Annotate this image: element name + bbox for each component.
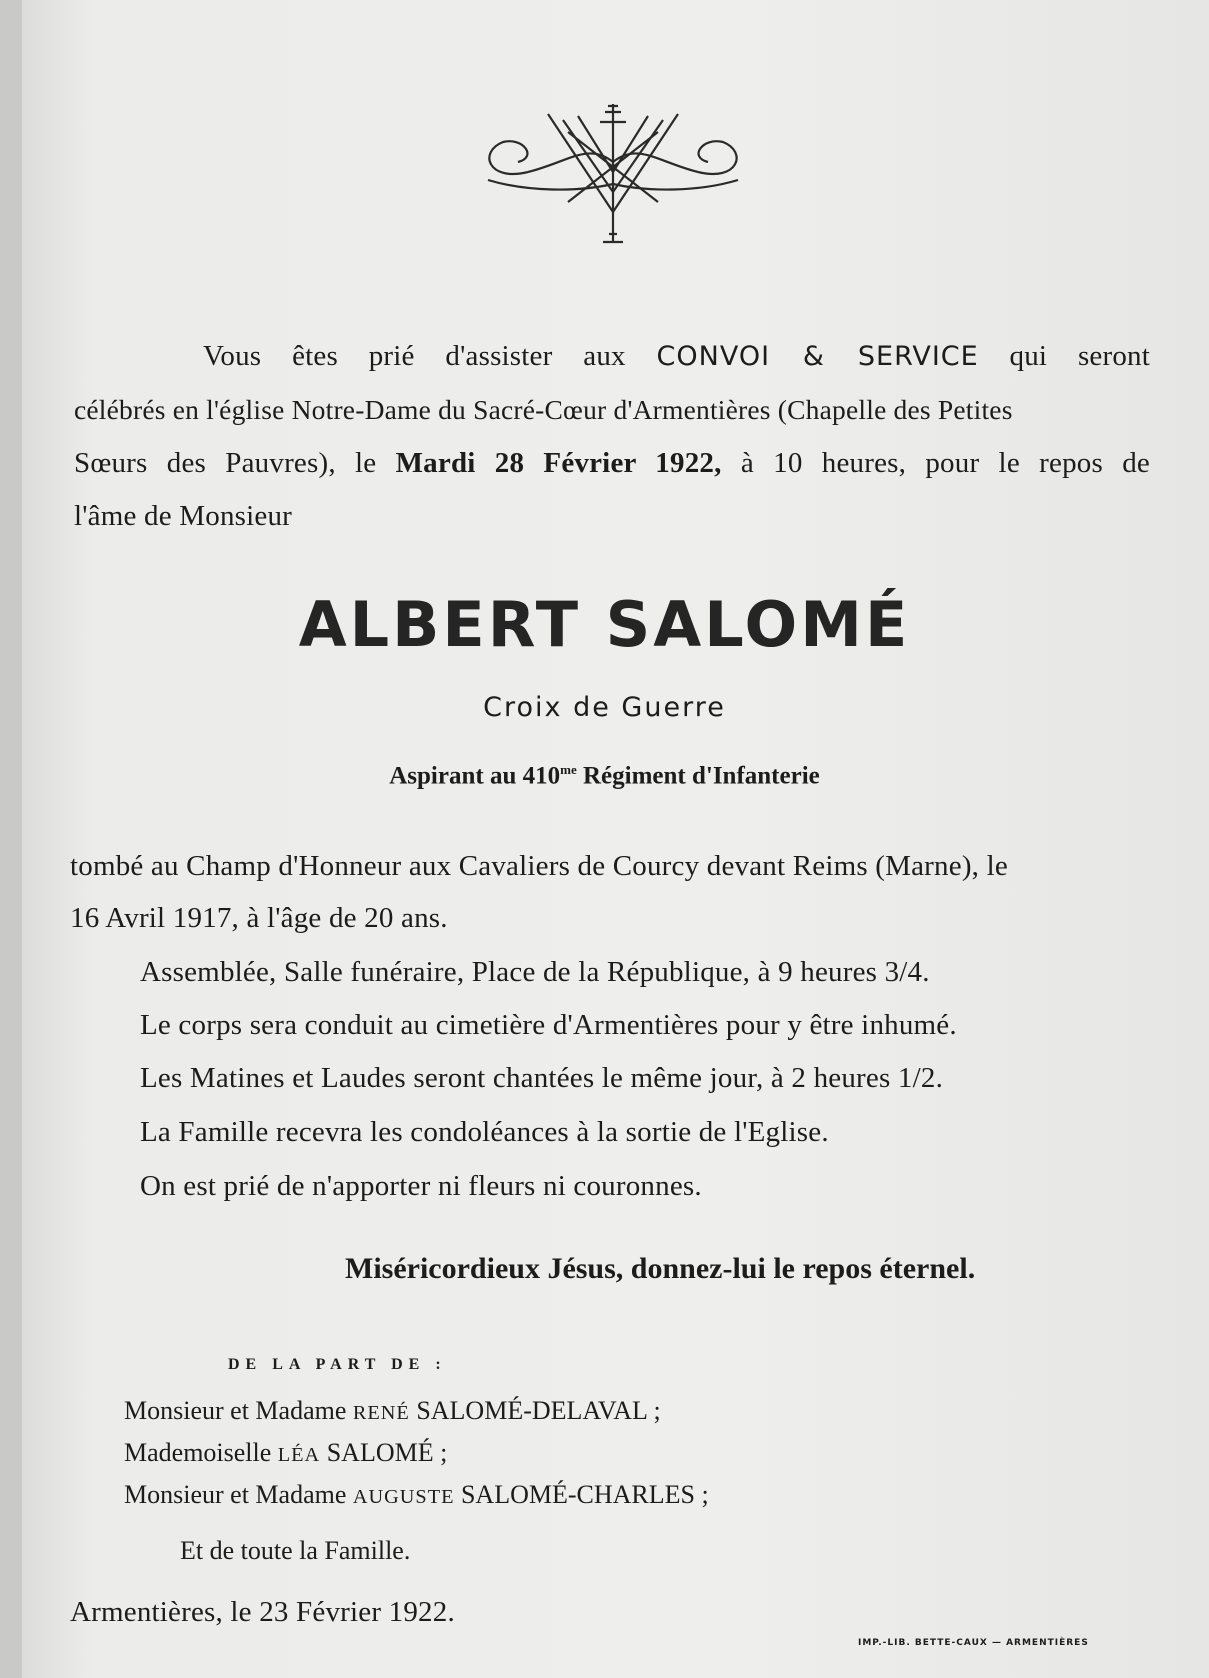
- intro-line-1: Vous êtes prié d'assister aux CONVOI & SERVICE qui seront: [203, 340, 1151, 372]
- notice-no-flowers: On est prié de n'apporter ni fleurs ni couronnes.: [140, 1170, 702, 1202]
- intro-line-2: célébrés en l'église Notre-Dame du Sacré-Cœur d'Armentières (Chapelle des Petites: [74, 394, 1013, 425]
- intro-line-3: Sœurs des Pauvres), le Mardi 28 Février 1922, à 10 heures, pour le repos de: [74, 447, 1150, 479]
- family-line-3: Monsieur et Madame AUGUSTE SALOMÉ-CHARLES ;: [124, 1480, 709, 1509]
- rank-line: Aspirant au $410^{me}$ Régiment d'Infanterie: [389, 762, 820, 790]
- place-date: Armentières, le 23 Février 1922.: [70, 1596, 455, 1628]
- printer-credit: IMP.-LIB. BETTE-CAUX — ARMENTIÈRES: [858, 1638, 1089, 1648]
- intro-line-4: l'âme de Monsieur: [74, 500, 293, 532]
- deceased-name: ALBERT SALOMÉ: [298, 588, 911, 661]
- death-line-2: 16 Avril 1917, à l'âge de 20 ans.: [70, 902, 448, 934]
- prayer-line: Miséricordieux Jésus, donnez-lui le repos éternel.: [345, 1252, 976, 1285]
- religious-monogram-emblem: [468, 92, 758, 252]
- family-line-2: Mademoiselle LÉA SALOMÉ ;: [124, 1438, 448, 1467]
- notice-matins: Les Matines et Laudes seront chantées le même jour, à 2 heures 1/2.: [140, 1062, 944, 1094]
- notice-assembly: Assemblée, Salle funéraire, Place de la République, à 9 heures 3/4.: [140, 956, 930, 988]
- notice-burial: Le corps sera conduit au cimetière d'Armentières pour y être inhumé.: [140, 1009, 957, 1041]
- death-line-1: tombé au Champ d'Honneur aux Cavaliers de Courcy devant Reims (Marne), le: [70, 850, 1008, 882]
- family-line-1: Monsieur et Madame RENÉ SALOMÉ-DELAVAL ;: [124, 1396, 661, 1425]
- decoration-line: Croix de Guerre: [483, 692, 726, 723]
- family-line-4: Et de toute la Famille.: [180, 1536, 411, 1565]
- from-label: DE LA PART DE :: [228, 1356, 447, 1373]
- convoi-service-heading: CONVOI & SERVICE: [656, 341, 979, 372]
- notice-condolences: La Famille recevra les condoléances à la sortie de l'Eglise.: [140, 1116, 829, 1148]
- service-date: Mardi 28 Février 1922,: [395, 447, 722, 479]
